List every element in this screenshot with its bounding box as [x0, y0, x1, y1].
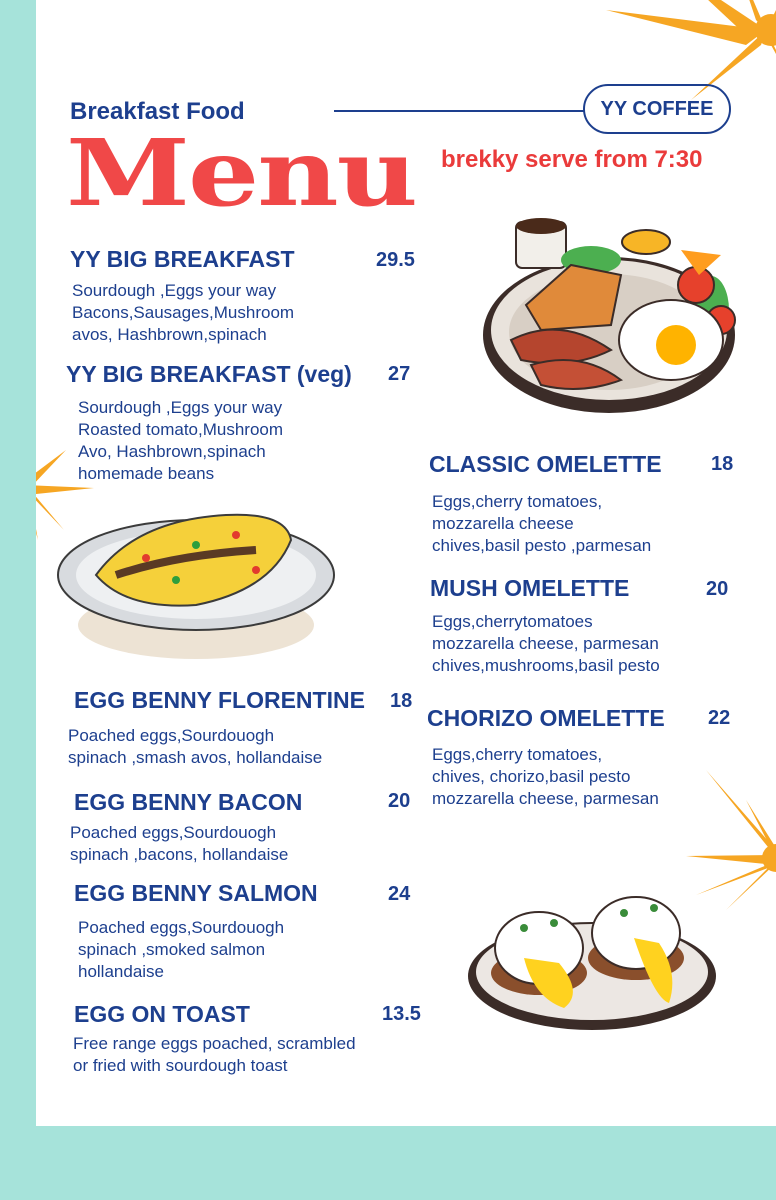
menu-item-description: Free range eggs poached, scrambled or fried with sourdough toast [73, 1034, 356, 1075]
menu-item-description: Poached eggs,Sourdouogh spinach ,smash avos, hollandaise [68, 726, 323, 767]
menu-item-description: Poached eggs,Sourdouogh spinach ,smoked salmon hollandaise [78, 918, 285, 981]
brand-badge: YY COFFEE [583, 84, 731, 134]
menu-item-name: EGG BENNY BACON [74, 789, 303, 815]
menu-item-description: Sourdough ,Eggs your way Bacons,Sausages,Mushroom avos, Hashbrown,spinach [72, 281, 295, 344]
menu-item-price: 29.5 [376, 249, 415, 271]
header-divider [334, 110, 584, 112]
menu-item-name: CLASSIC OMELETTE [429, 451, 662, 477]
menu-item-price: 22 [708, 707, 731, 729]
menu-item-price: 20 [388, 790, 411, 812]
menu-item-price: 20 [706, 578, 729, 600]
menu-item-description: Poached eggs,Sourdouogh spinach ,bacons, hollandaise [70, 823, 289, 864]
menu-item-name: EGG BENNY SALMON [74, 880, 318, 906]
menu-item-price: 13.5 [382, 1003, 421, 1025]
menu-item-name: EGG ON TOAST [74, 1001, 250, 1027]
menu-item-description: Sourdough ,Eggs your way Roasted tomato,Mushroom Avo, Hashbrown,spinach homemade beans [78, 398, 284, 483]
menu-item-name: EGG BENNY FLORENTINE [74, 687, 365, 713]
omelette-image [56, 500, 336, 665]
menu-item-name: CHORIZO OMELETTE [427, 705, 665, 731]
big-breakfast-image [471, 210, 741, 420]
menu-item-description: Eggs,cherry tomatoes, mozzarella cheese chives,basil pesto ,parmesan [432, 492, 652, 555]
menu-item-price: 27 [388, 363, 411, 385]
menu-item-name: YY BIG BREAKFAST (veg) [66, 361, 352, 387]
eggs-benedict-image [464, 878, 724, 1033]
menu-page [36, 0, 776, 1126]
menu-item-name: YY BIG BREAKFAST [70, 246, 295, 272]
menu-item-price: 24 [388, 883, 411, 905]
menu-subtitle: Breakfast Food [70, 98, 245, 125]
menu-item-price: 18 [390, 690, 413, 712]
menu-item-description: Eggs,cherrytomatoes mozzarella cheese, parmesan chives,mushrooms,basil pesto [432, 612, 660, 675]
serve-time-note: brekky serve from 7:30 [441, 146, 703, 173]
menu-item-price: 18 [711, 453, 734, 475]
menu-item-description: Eggs,cherry tomatoes, chives, chorizo,basil pesto mozzarella cheese, parmesan [432, 745, 659, 808]
menu-item-name: MUSH OMELETTE [430, 575, 630, 601]
menu-title: Menu [66, 119, 417, 228]
